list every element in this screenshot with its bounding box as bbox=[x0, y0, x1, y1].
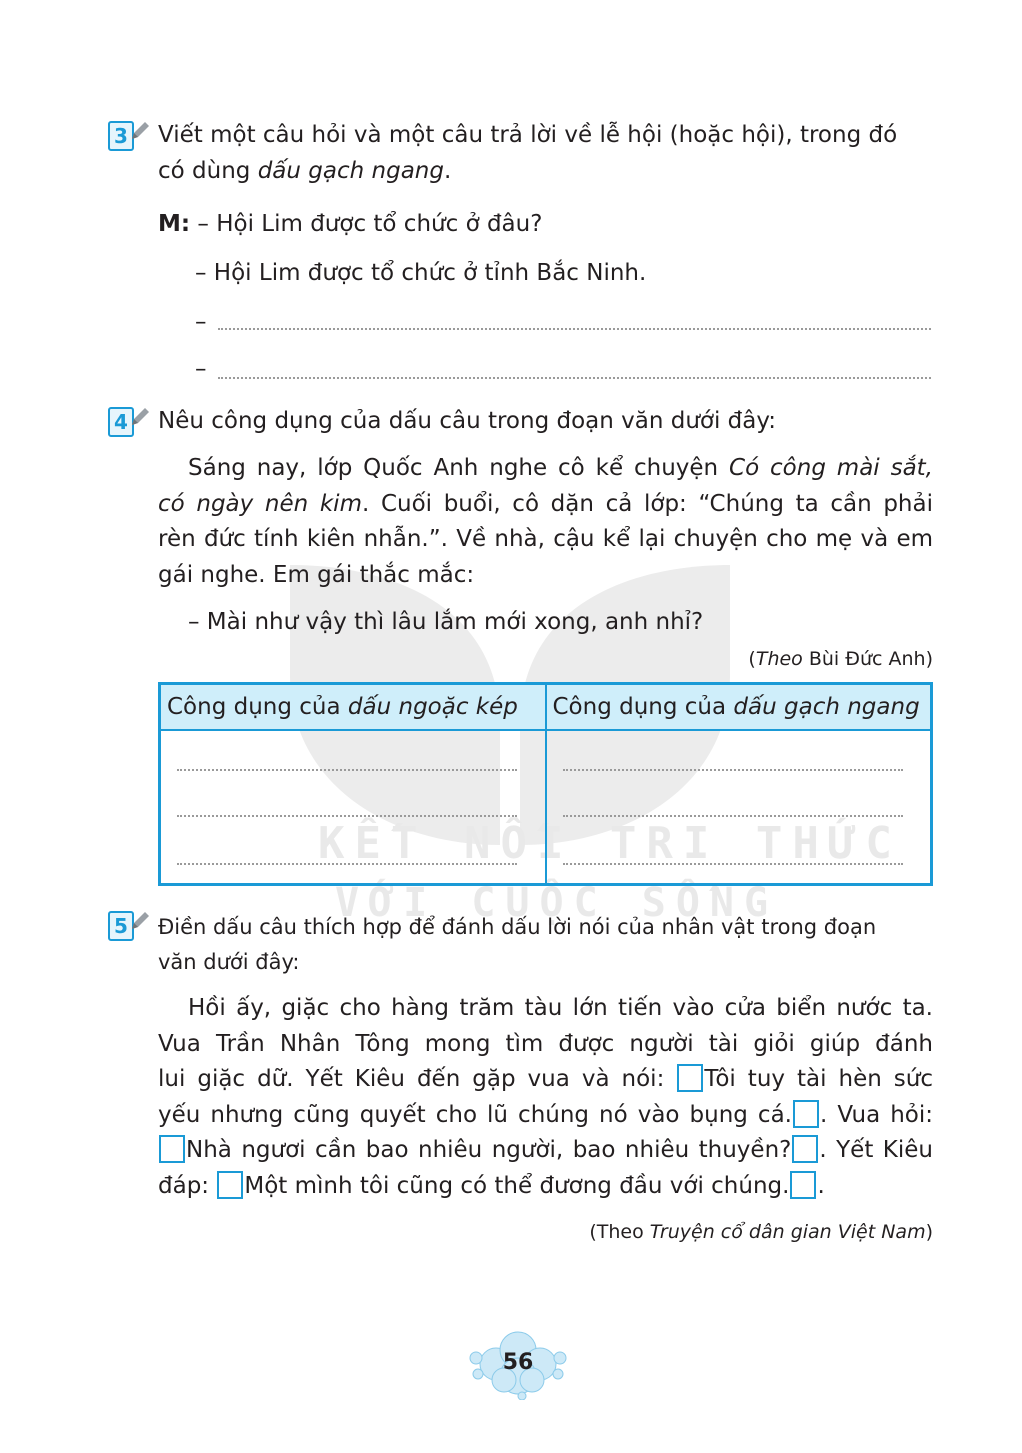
exercise-5-number: 5 bbox=[108, 911, 134, 941]
story-line-2: Vua Trần Nhân Tông mong tìm được người tài giỏi giúp đánh bbox=[158, 1031, 933, 1057]
model-question: M: – Hội Lim được tổ chức ở đâu? bbox=[158, 211, 543, 237]
table-cell-quotes[interactable] bbox=[160, 730, 546, 885]
answer-dots[interactable] bbox=[177, 769, 517, 771]
answer-dash-2: – bbox=[195, 356, 207, 382]
exercise-4-prompt: Nêu công dụng của dấu câu trong đoạn văn dưới đây: bbox=[158, 408, 777, 434]
passage-line-1: Sáng nay, lớp Quốc Anh nghe cô kể chuyện Có công mài sắt, bbox=[188, 455, 933, 481]
answer-dots[interactable] bbox=[563, 769, 903, 771]
passage-line-2: có ngày nên kim. Cuối buổi, cô dặn cả lớp: “Chúng ta cần phải bbox=[158, 491, 933, 517]
exercise-5-badge bbox=[108, 911, 152, 941]
answer-line-1[interactable] bbox=[218, 328, 931, 330]
pencil-icon bbox=[128, 119, 152, 143]
exercise-3-prompt-line1: Viết một câu hỏi và một câu trả lời về lễ hội (hoặc hội), trong đó bbox=[158, 122, 898, 148]
exercise-4-number: 4 bbox=[108, 407, 134, 437]
pencil-icon bbox=[128, 405, 152, 429]
punctuation-blank-3[interactable] bbox=[159, 1135, 185, 1163]
answer-dash-1: – bbox=[195, 309, 207, 335]
watermark-line2: VỚI CUỘC SỐNG bbox=[335, 880, 779, 926]
punctuation-blank-4[interactable] bbox=[792, 1135, 818, 1163]
answer-dots[interactable] bbox=[177, 815, 517, 817]
answer-dots[interactable] bbox=[177, 863, 517, 865]
exercise-4-badge bbox=[108, 407, 152, 437]
exercise-5-prompt-line2: văn dưới đây: bbox=[158, 950, 300, 974]
exercise-5-prompt-line1: Điền dấu câu thích hợp để đánh dấu lời nói của nhân vật trong đoạn bbox=[158, 915, 877, 939]
exercise-3-prompt-line2: có dùng dấu gạch ngang. bbox=[158, 158, 452, 184]
story-line-1: Hồi ấy, giặc cho hàng trăm tàu lớn tiến vào cửa biển nước ta. bbox=[188, 995, 933, 1021]
punctuation-blank-5[interactable] bbox=[217, 1171, 243, 1199]
story-line-3: lui giặc dữ. Yết Kiêu đến gặp vua và nói: Tôi tuy tài hèn sức bbox=[158, 1066, 934, 1092]
model-label: M: bbox=[158, 211, 191, 237]
answer-dots[interactable] bbox=[563, 863, 903, 865]
watermark-line1: KẾT NỐI TRI THỨC bbox=[318, 818, 902, 869]
answer-dots[interactable] bbox=[563, 815, 903, 817]
table-header-quotes: Công dụng của dấu ngoặc kép bbox=[160, 684, 546, 731]
passage-line-3: rèn đức tính kiên nhẫn.”. Về nhà, cậu kể lại chuyện cho mẹ và em bbox=[158, 526, 933, 552]
punctuation-blank-6[interactable] bbox=[790, 1171, 816, 1199]
exercise-3-badge bbox=[108, 121, 152, 151]
answer-table bbox=[158, 682, 933, 886]
table-header-dash: Công dụng của dấu gạch ngang bbox=[546, 684, 932, 731]
passage-source: (Theo Bùi Đức Anh) bbox=[748, 648, 933, 670]
exercise-3-number: 3 bbox=[108, 121, 134, 151]
pencil-icon bbox=[128, 909, 152, 933]
table-cell-dash[interactable] bbox=[546, 730, 932, 885]
story-line-5: Nhà ngươi cần bao nhiêu người, bao nhiêu thuyền? . Yết Kiêu bbox=[158, 1133, 933, 1168]
story-line-6: đáp: Một mình tôi cũng có thể đương đầu với chúng. . bbox=[158, 1173, 825, 1199]
passage-line-4: gái nghe. Em gái thắc mắc: bbox=[158, 562, 475, 588]
story-line-4: yếu nhưng cũng quyết cho lũ chúng nó vào bụng cá. . Vua hỏi: bbox=[158, 1102, 933, 1128]
punctuation-blank-2[interactable] bbox=[793, 1100, 819, 1128]
punctuation-blank-1[interactable] bbox=[677, 1064, 703, 1092]
page-number: 56 bbox=[502, 1350, 534, 1375]
model-answer: – Hội Lim được tổ chức ở tỉnh Bắc Ninh. bbox=[195, 260, 647, 286]
answer-line-2[interactable] bbox=[218, 377, 931, 379]
page-number-badge bbox=[466, 1328, 570, 1400]
passage-dialog: – Mài như vậy thì lâu lắm mới xong, anh nhỉ? bbox=[188, 609, 704, 635]
story-source: (Theo Truyện cổ dân gian Việt Nam) bbox=[589, 1221, 933, 1243]
